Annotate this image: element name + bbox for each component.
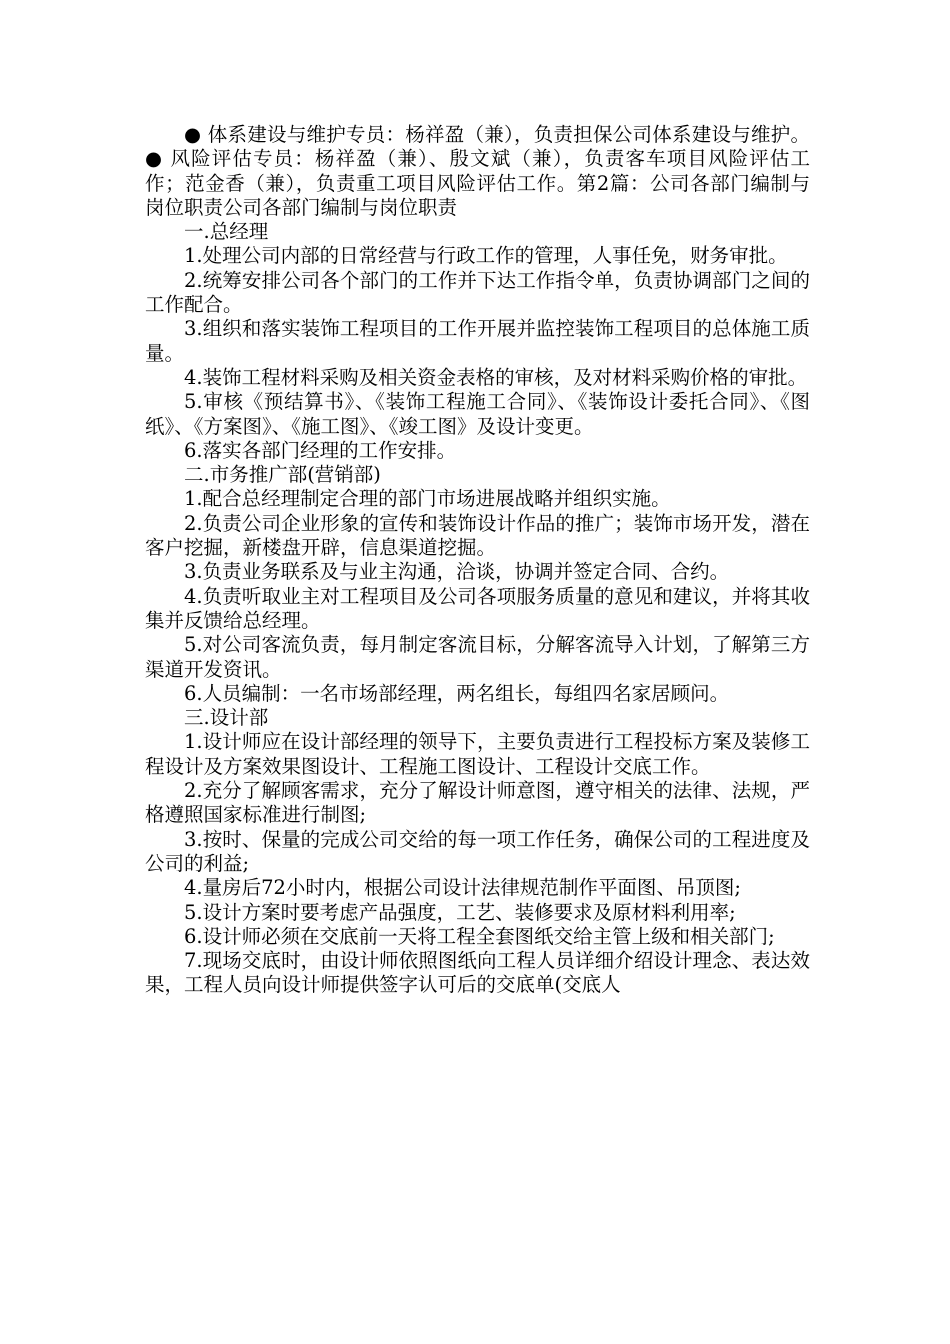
heading-general-manager: 一.总经理 [184,220,269,244]
paragraph: 6.人员编制：一名市场部经理，两名组长，每组四名家居顾问。 [184,681,730,705]
paragraph: 5.设计方案时要考虑产品强度，工艺、装修要求及原材料利用率; [184,900,736,924]
paragraph: 5.对公司客流负责，每月制定客流目标，分解客流导入计划，了解第三方渠道开发资讯。 [145,633,810,681]
paragraph: 7.现场交底时，由设计师依照图纸向工程人员详细介绍设计理念、表达效果，工程人员向设计师提供签字认可后的交底单(交底人 [145,949,810,997]
paragraph: 4.负责听取业主对工程项目及公司各项服务质量的意见和建议，并将其收集并反馈给总经理。 [145,584,810,632]
paragraph: 2.负责公司企业形象的宣传和装饰设计作品的推广；装饰市场开发，潜在客户挖掘，新楼盘开辟，信息渠道挖掘。 [145,511,810,560]
paragraph: 5.审核《预结算书》、《装饰工程施工合同》、《装饰设计委托合同》、《图纸》、《方案图》、《施工图》、《竣工图》及设计变更。 [145,390,810,438]
document-body [145,123,810,998]
paragraph: 1.配合总经理制定合理的部门市场进展战略并组织实施。 [184,487,671,511]
paragraph: 3.按时、保量的完成公司交给的每一项工作任务，确保公司的工程进度及公司的利益; [145,827,810,875]
heading-design: 三.设计部 [184,706,269,730]
heading-marketing: 二.市务推广部(营销部) [184,463,381,487]
paragraph: 3.负责业务联系及与业主沟通，洽谈，协调并签定合同、合约。 [184,560,730,584]
paragraph: 4.装饰工程材料采购及相关资金表格的审核，及对材料采购价格的审批。 [184,365,808,389]
paragraph: 1.处理公司内部的日常经营与行政工作的管理，人事任免，财务审批。 [184,244,788,268]
paragraph: 3.组织和落实装饰工程项目的工作开展并监控装饰工程项目的总体施工质量。 [145,317,810,365]
paragraph-intro: ● 体系建设与维护专员：杨祥盈（兼），负责担保公司体系建设与维护。 ● 风险评估专员：杨祥盈（兼）、殷文斌（兼），负责客车项目风险评估工作；范金香（兼），负责重工项目风险评估工作。第2篇：公司各部门编制与岗位职责公司各部门编制与岗位职责 [145,123,810,219]
paragraph: 1.设计师应在设计部经理的领导下，主要负责进行工程投标方案及装修工程设计及方案效果图设计、工程施工图设计、工程设计交底工作。 [145,730,810,778]
paragraph: 6.设计师必须在交底前一天将工程全套图纸交给主管上级和相关部门; [184,924,775,948]
paragraph: 2.统筹安排公司各个部门的工作并下达工作指令单，负责协调部门之间的工作配合。 [145,268,810,317]
paragraph: 4.量房后72小时内，根据公司设计法律规范制作平面图、吊顶图; [184,876,741,900]
paragraph: 2.充分了解顾客需求，充分了解设计师意图，遵守相关的法律、法规，严格遵照国家标准进行制图; [145,779,810,827]
paragraph: 6.落实各部门经理的工作安排。 [184,438,457,462]
